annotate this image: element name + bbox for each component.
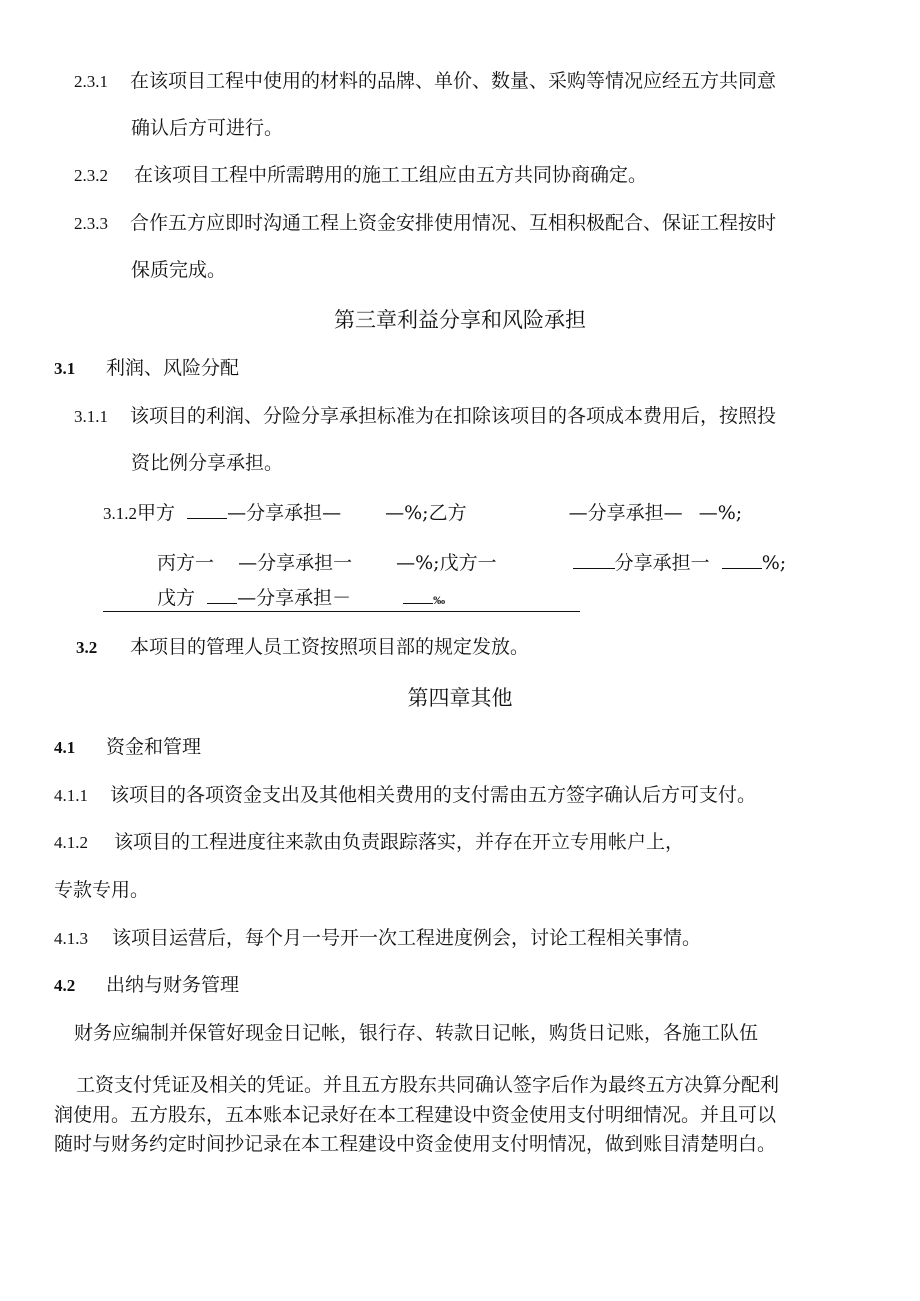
clause-4-1-2 (54, 829, 684, 856)
clause-number: 4.1.2 (54, 833, 88, 852)
clause-text: 在该项目工程中使用的材料的品牌、单价、数量、采购等情况应经五方共同意 (130, 70, 777, 92)
clause-text: 在该项目工程中所需聘用的施工工组应由五方共同协商确定。 (134, 164, 648, 186)
section-3-2 (76, 634, 529, 661)
underline-divider (103, 611, 580, 612)
clause-number: 4.1.3 (54, 929, 88, 948)
blank-line (573, 550, 615, 569)
clause-text: 该项目的各项资金支出及其他相关费用的支付需由五方签字确认后方可支付。 (110, 784, 757, 806)
chapter-3-heading: 第三章利益分享和风险承担 (334, 308, 586, 332)
percent-a: —%; (385, 502, 429, 524)
clause-2-3-1-continued: 确认后方可进行。 (131, 117, 284, 139)
percent-c: —%; (396, 552, 440, 574)
share-label-e: —分享承担－ (237, 587, 352, 609)
share-label-c: —分享承担一 (238, 552, 353, 574)
clause-3-1-2-row-1 (103, 500, 742, 527)
finance-paragraph-2-line-2: 润使用。五方股东，五本账本记录好在本工程建设中资金使用支付明细情况。并且可以 (54, 1104, 777, 1126)
percent-d: %; (761, 552, 787, 574)
clause-4-1-3 (54, 925, 701, 952)
clause-3-1-2-row-2 (157, 550, 786, 576)
percent-e: ‰ (433, 593, 446, 607)
clause-2-3-3-continued: 保质完成。 (131, 259, 227, 281)
blank-line (403, 585, 433, 604)
clause-4-1-1 (54, 782, 756, 809)
section-number: 4.1 (54, 738, 76, 757)
section-4-2 (54, 972, 239, 999)
party-c: 丙方一 (157, 552, 215, 574)
clause-number: 3.1.2 (103, 504, 137, 523)
clause-4-1-2-continued: 专款专用。 (54, 879, 150, 901)
clause-text: 该项目运营后，每个月一号开一次工程进度例会，讨论工程相关事情。 (112, 927, 702, 949)
finance-paragraph-2-line-1: 工资支付凭证及相关的凭证。并且五方股东共同确认签字后作为最终五方决算分配利 (76, 1074, 780, 1096)
section-title: 利润、风险分配 (106, 357, 240, 379)
blank-line (722, 550, 762, 569)
section-title: 出纳与财务管理 (106, 974, 240, 996)
clause-3-1-2-row-3 (157, 585, 445, 613)
share-label-a: —分享承担— (227, 502, 342, 524)
party-a: 甲方 (137, 502, 176, 524)
section-4-1 (54, 734, 201, 761)
clause-number: 2.3.1 (74, 72, 108, 91)
section-3-1 (54, 355, 239, 382)
clause-number: 4.1.1 (54, 786, 88, 805)
finance-paragraph-2-line-3: 随时与财务约定时间抄记录在本工程建设中资金使用支付明情况，做到账目清楚明白。 (54, 1133, 777, 1155)
party-d: 戊方一 (439, 552, 497, 574)
clause-number: 2.3.3 (74, 214, 108, 233)
party-e: 戊方 (157, 587, 196, 609)
clause-3-1-1 (74, 403, 776, 430)
share-label-b: —分享承担— (568, 502, 683, 524)
section-number: 3.1 (54, 359, 76, 378)
clause-2-3-2 (74, 162, 647, 189)
party-b: 乙方 (428, 502, 467, 524)
section-text: 本项目的管理人员工资按照项目部的规定发放。 (130, 636, 530, 658)
clause-text: 合作五方应即时沟通工程上资金安排使用情况、互相积极配合、保证工程按时 (130, 212, 777, 234)
clause-2-3-1 (74, 68, 776, 95)
blank-line (207, 585, 237, 604)
clause-3-1-1-continued: 资比例分享承担。 (131, 452, 284, 474)
chapter-4-heading: 第四章其他 (407, 686, 513, 710)
clause-2-3-3 (74, 210, 776, 237)
share-label-d: 分享承担一 (614, 552, 710, 574)
blank-line (187, 500, 227, 519)
section-number: 3.2 (76, 638, 98, 657)
clause-text: 该项目的工程进度往来款由负责跟踪落实，并存在开立专用帐户上， (114, 831, 685, 853)
percent-b: —%; (698, 502, 743, 524)
finance-paragraph-1: 财务应编制并保管好现金日记帐，银行存、转款日记帐，购货日记账，各施工队伍 (74, 1022, 759, 1044)
section-number: 4.2 (54, 976, 76, 995)
clause-number: 2.3.2 (74, 166, 108, 185)
clause-text: 该项目的利润、分险分享承担标准为在扣除该项目的各项成本费用后，按照投 (130, 405, 777, 427)
clause-number: 3.1.1 (74, 407, 108, 426)
section-title: 资金和管理 (106, 736, 202, 758)
